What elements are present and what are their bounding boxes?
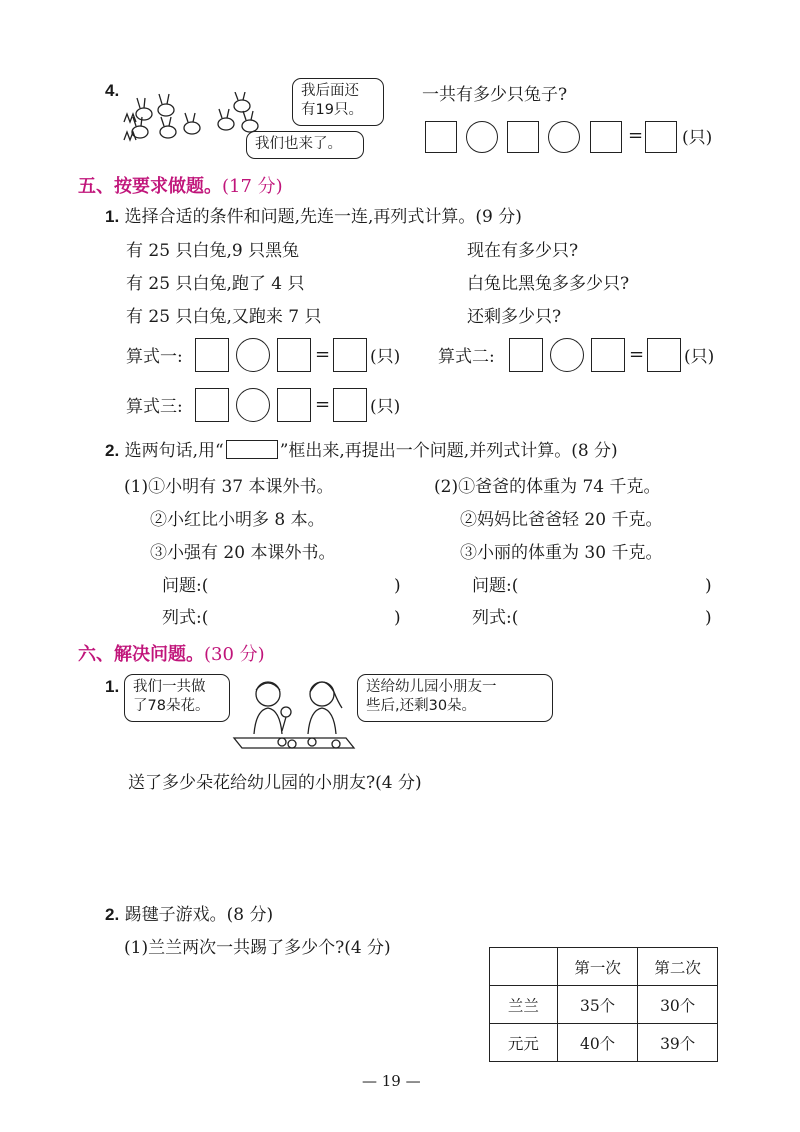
table-cell: 元元 xyxy=(490,1024,558,1062)
answer-box[interactable] xyxy=(507,121,539,153)
operator-circle[interactable] xyxy=(550,338,584,372)
statement-2-2[interactable]: ②妈妈比爸爸轻 20 千克。 xyxy=(460,510,663,530)
children-making-flowers-illustration xyxy=(232,676,360,758)
q4-number: 4. xyxy=(105,81,120,100)
frame-symbol xyxy=(226,440,278,459)
table-cell: 40个 xyxy=(557,1024,638,1062)
statement-1-3[interactable]: ③小强有 20 本课外书。 xyxy=(150,543,336,563)
answer-box[interactable] xyxy=(647,338,681,372)
formula-3-label: 算式三: xyxy=(126,397,183,417)
speech-bubble-girl: 送给幼儿园小朋友一 些后,还剩30朵。 xyxy=(357,674,553,722)
answer-box[interactable] xyxy=(425,121,457,153)
table-cell: 39个 xyxy=(638,1024,718,1062)
table-header-cell: 第一次 xyxy=(557,948,638,986)
problem-5-2-prompt: 2. 选两句话,用“ ”框出来,再提出一个问题,并列式计算。(8 分) xyxy=(105,441,618,461)
problem-6-1-number: 1. xyxy=(105,677,120,696)
statement-1-2[interactable]: ②小红比小明多 8 本。 xyxy=(150,510,325,530)
flower-icon xyxy=(281,707,291,717)
answer-box[interactable] xyxy=(591,338,625,372)
question-option-3[interactable]: 还剩多少只? xyxy=(467,307,562,327)
speech-bubble-rabbit-2: 我们也来了。 xyxy=(246,131,364,159)
question-option-1[interactable]: 现在有多少只? xyxy=(467,241,579,261)
equals-sign: = xyxy=(315,344,331,365)
problem-5-1-prompt: 1. 选择合适的条件和问题,先连一连,再列式计算。(9 分) xyxy=(105,207,522,227)
unit-label: (只) xyxy=(684,347,715,367)
table-header-cell: 第二次 xyxy=(638,948,718,986)
answer-box[interactable] xyxy=(195,388,229,422)
answer-box[interactable] xyxy=(195,338,229,372)
statement-2-3[interactable]: ③小丽的体重为 30 千克。 xyxy=(460,543,663,563)
formula-label-1: 列式:( xyxy=(162,608,209,628)
unit-label: (只) xyxy=(682,128,713,148)
statement-1-1[interactable]: (1)①小明有 37 本课外书。 xyxy=(124,477,334,497)
equals-sign: = xyxy=(315,394,331,415)
problem-6-1-question: 送了多少朵花给幼儿园的小朋友?(4 分) xyxy=(128,773,422,793)
answer-box[interactable] xyxy=(277,338,311,372)
question-option-2[interactable]: 白兔比黑兔多多少只? xyxy=(467,274,630,294)
equals-sign: = xyxy=(629,344,645,365)
close-paren: ) xyxy=(394,608,401,628)
speech-bubble-boy: 我们一共做 了78朵花。 xyxy=(124,674,230,722)
close-paren: ) xyxy=(705,608,712,628)
table-cell: 35个 xyxy=(557,986,638,1024)
table-row xyxy=(490,986,718,1024)
answer-box[interactable] xyxy=(645,121,677,153)
close-paren: ) xyxy=(705,576,712,596)
operator-circle[interactable] xyxy=(548,121,580,153)
page-number: — 19 — xyxy=(362,1072,421,1090)
problem-6-2-title: 2. 踢毽子游戏。(8 分) xyxy=(105,905,274,925)
condition-2[interactable]: 有 25 只白兔,跑了 4 只 xyxy=(126,274,305,294)
score-table xyxy=(489,947,718,1062)
condition-3[interactable]: 有 25 只白兔,又跑来 7 只 xyxy=(126,307,322,327)
answer-box[interactable] xyxy=(333,388,367,422)
formula-label-2: 列式:( xyxy=(472,608,519,628)
answer-box[interactable] xyxy=(333,338,367,372)
condition-1[interactable]: 有 25 只白兔,9 只黑兔 xyxy=(126,241,300,261)
operator-circle[interactable] xyxy=(236,388,270,422)
section-heading-6: 六、解决问题。(30 分) xyxy=(78,644,265,665)
answer-box[interactable] xyxy=(509,338,543,372)
table-header-row xyxy=(490,948,718,986)
rabbit-icon-group xyxy=(124,92,258,140)
answer-box[interactable] xyxy=(590,121,622,153)
table-header-cell xyxy=(490,948,558,986)
question-label-1: 问题:( xyxy=(162,576,209,596)
formula-1-label: 算式一: xyxy=(126,347,183,367)
q4-question: 一共有多少只兔子? xyxy=(422,85,568,105)
unit-label: (只) xyxy=(370,347,401,367)
answer-box[interactable] xyxy=(277,388,311,422)
table-cell: 30个 xyxy=(638,986,718,1024)
table-row xyxy=(490,1024,718,1062)
section-heading-5: 五、按要求做题。(17 分) xyxy=(78,176,283,197)
question-label-2: 问题:( xyxy=(472,576,519,596)
problem-6-2-sub1: (1)兰兰两次一共踢了多少个?(4 分) xyxy=(124,938,391,958)
operator-circle[interactable] xyxy=(236,338,270,372)
operator-circle[interactable] xyxy=(466,121,498,153)
speech-bubble-rabbit-1: 我后面还 有19只。 xyxy=(292,78,384,126)
equals-sign: = xyxy=(628,125,644,146)
girl-head-icon xyxy=(310,682,334,706)
formula-2-label: 算式二: xyxy=(438,347,495,367)
close-paren: ) xyxy=(394,576,401,596)
unit-label: (只) xyxy=(370,397,401,417)
statement-2-1[interactable]: (2)①爸爸的体重为 74 千克。 xyxy=(434,477,661,497)
table-cell: 兰兰 xyxy=(490,986,558,1024)
